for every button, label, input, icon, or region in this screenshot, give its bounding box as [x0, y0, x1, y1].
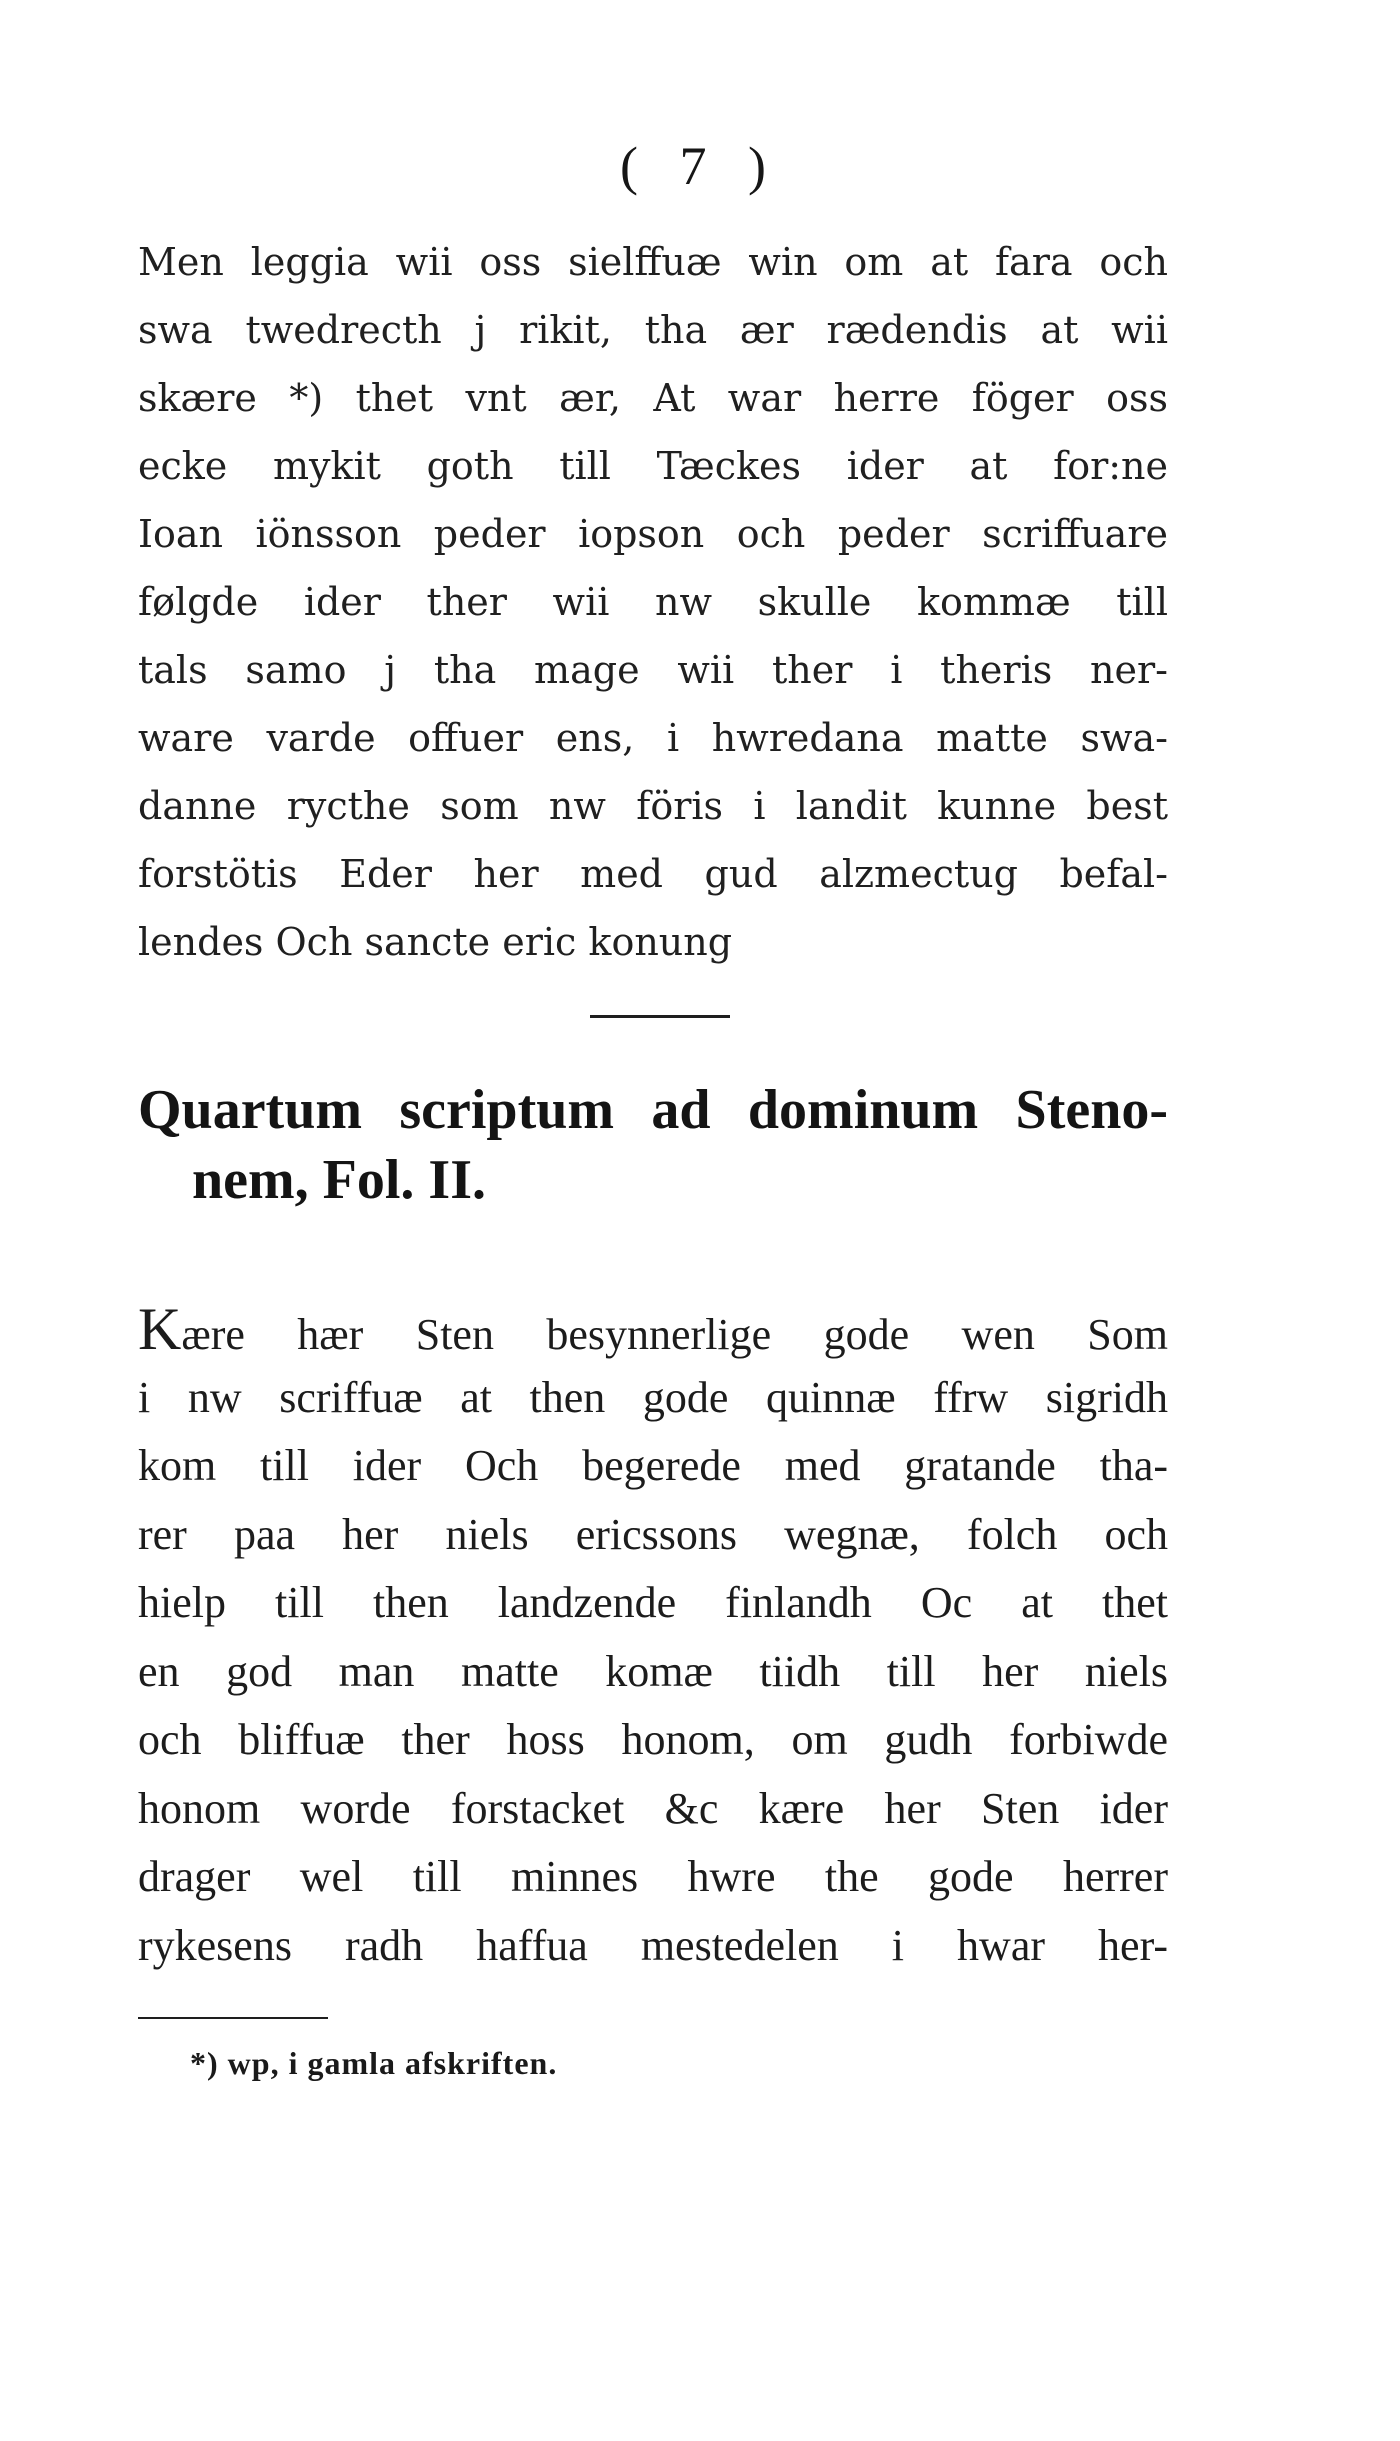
heading-line: Quartum scriptum ad dominum Steno-: [138, 1079, 1168, 1141]
text-line: swa twedrecth j rikit, tha ær rædendis at wii: [138, 308, 1168, 352]
text-line: hielp till then landzende finlandh Oc at thet: [138, 1578, 1168, 1627]
section-divider: [590, 1015, 730, 1018]
text-line: ecke mykit goth till Tæckes ider at for:ne: [138, 444, 1168, 488]
text-line: skære *) thet vnt ær, At war herre föger oss: [138, 376, 1168, 420]
text-line: danne rycthe som nw föris i landit kunne best: [138, 784, 1168, 828]
text-line: tals samo j tha mage wii ther i theris ner-: [138, 648, 1168, 692]
first-line-text: ære hær Sten besynnerlige gode wen Som: [181, 1310, 1168, 1359]
text-line: drager wel till minnes hwre the gode herrer: [138, 1852, 1168, 1901]
footnote-rule: [138, 2017, 328, 2019]
text-line: forstötis Eder her med gud alzmectug befal-: [138, 852, 1168, 896]
page-number: ( 7 ): [620, 136, 780, 196]
text-line: och bliffuæ ther hoss honom, om gudh forbiwde: [138, 1715, 1168, 1764]
text-line: Men leggia wii oss sielffuæ win om at fara och: [138, 240, 1168, 284]
text-line: honom worde forstacket &c kære her Sten ider: [138, 1783, 1168, 1833]
section-heading: [138, 1075, 1168, 1215]
text-line: kom till ider Och begerede med gratande tha-: [138, 1441, 1168, 1490]
paragraph-letter: [138, 1295, 1168, 1980]
text-line: Ioan iönsson peder iopson och peder scriffuare: [138, 512, 1168, 556]
text-line: rykesens radh haffua mestedelen i hwar her-: [138, 1920, 1168, 1970]
text-line: rer paa her niels ericssons wegnæ, folch och: [138, 1509, 1168, 1559]
initial-letter: K: [138, 1296, 182, 1362]
paragraph-letter-end: [138, 228, 1168, 976]
text-line-first: [138, 1295, 1168, 1364]
text-line: lendes Och sancte eric konung: [138, 920, 733, 964]
text-line: ware varde offuer ens, i hwredana matte swa-: [138, 716, 1168, 760]
text-line: en god man matte komæ tiidh till her niels: [138, 1646, 1168, 1696]
heading-line: nem, Fol. II.: [192, 1149, 486, 1211]
text-line: følgde ider ther wii nw skulle kommæ till: [138, 580, 1168, 624]
text-line: i nw scriffuæ at then gode quinnæ ffrw sigridh: [138, 1372, 1168, 1422]
footnote: *) wp, i gamla afskriften.: [190, 2045, 558, 2081]
